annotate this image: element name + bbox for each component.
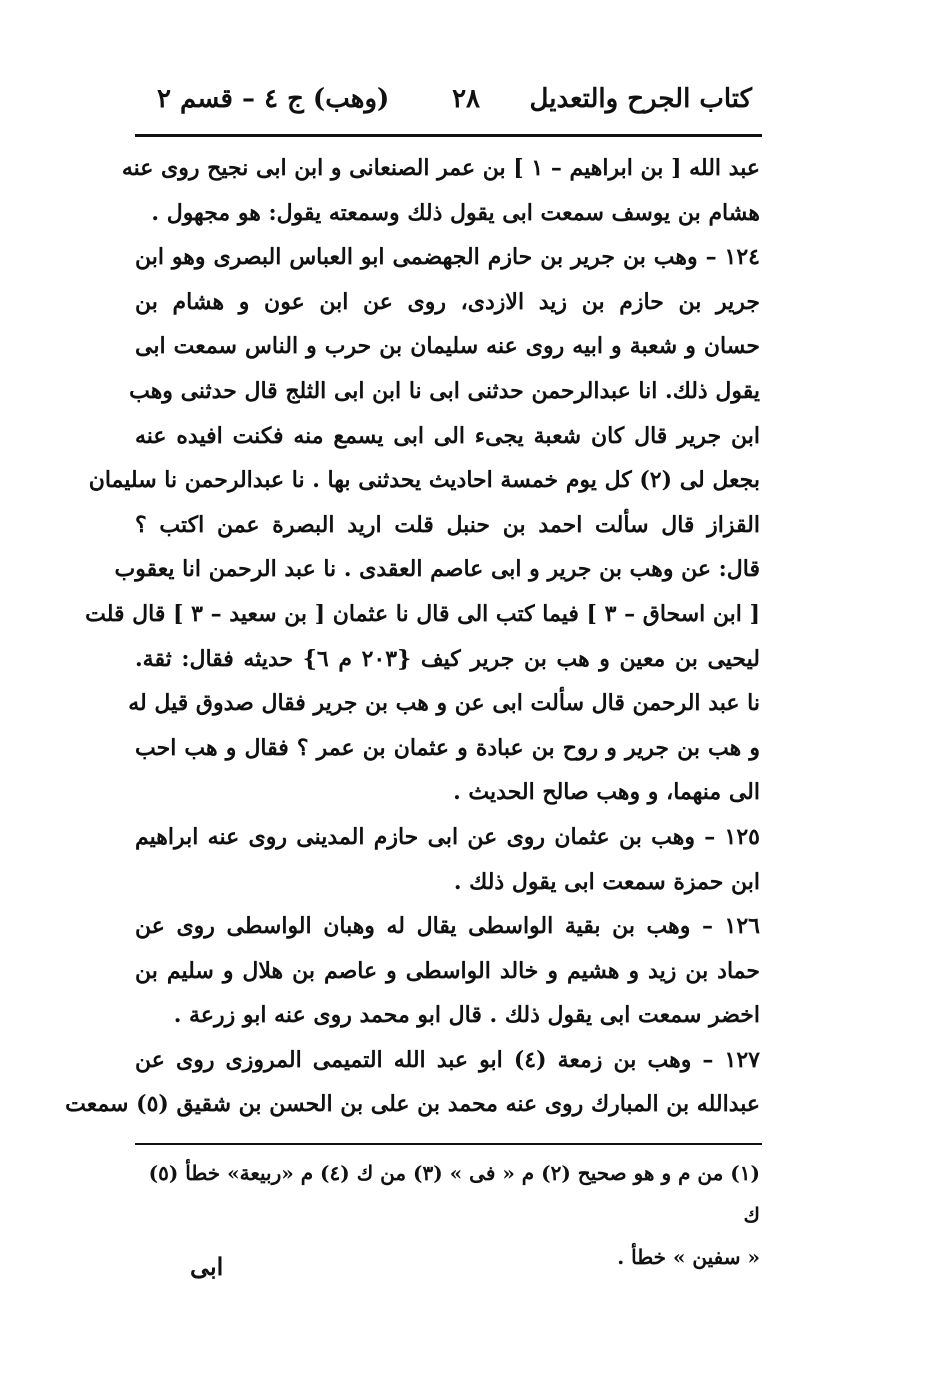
text-line: ١٢٥ – وهب بن عثمان روى عن ابى حازم المدينى روى عنه ابراهيم — [135, 823, 760, 850]
book-title: كتاب الجرح والتعديل — [529, 84, 752, 114]
text-line: جرير بن حازم بن زيد الازدى، روى عن ابن عون و هشام بن — [135, 288, 760, 315]
text-line: قال: عن وهب بن جرير و ابى عاصم العقدى . نا عبد الرحمن انا يعقوب — [114, 556, 760, 583]
text-line: و هب بن جرير و روح بن عبادة و عثمان بن عمر ؟ فقال و هب احب — [135, 734, 760, 761]
text-line: ابن حمزة سمعت ابى يقول ذلك . — [453, 868, 760, 895]
footnote-rule — [135, 1143, 762, 1145]
catchword: ابى — [190, 1252, 224, 1281]
text-line: نا عبد الرحمن قال سألت ابى عن و هب بن جرير فقال صدوق قيل له — [128, 690, 760, 717]
text-line: اخضر سمعت ابى يقول ذلك . قال ابو محمد روى عنه ابو زرعة . — [173, 1002, 760, 1029]
text-line: ١٢٤ – وهب بن جرير بن حازم الجهضمى ابو العباس البصرى وهو ابن — [135, 244, 760, 271]
text-line: القزاز قال سألت احمد بن حنبل قلت اريد البصرة عمن اكتب ؟ — [135, 511, 760, 538]
footnote-line: « سفين » خطأ . — [617, 1245, 760, 1269]
text-line: عبد الله [ بن ابراهيم – ١ ] بن عمر الصنعانى و ابن ابى نجيح روى عنه — [121, 155, 760, 181]
footnotes — [135, 1152, 760, 1278]
header-rule — [135, 134, 762, 137]
text-line: حسان و شعبة و ابيه روى عنه سليمان بن حرب و الناس سمعت ابى — [135, 333, 760, 360]
section-label: (وهب) ج ٤ – قسم ٢ — [157, 84, 390, 114]
text-line: عبدالله بن المبارك روى عنه محمد بن على بن الحسن بن شقيق (٥) سمعت — [65, 1091, 760, 1118]
text-line: يقول ذلك. انا عبدالرحمن حدثنى ابى نا ابن ابى الثلج قال حدثنى وهب — [129, 377, 760, 404]
footnote-line: (١) من م و هو صحيح (٢) م « فى » (٣) من ك (٤) م «ربيعة» خطأ (٥) ك — [148, 1161, 760, 1227]
text-line: بجعل لى (٢) كل يوم خمسة احاديث يحدثنى بها . نا عبدالرحمن نا سليمان — [88, 467, 760, 494]
text-line: ابن جرير قال كان شعبة يجىء الى ابى يسمع منه فكنت افيده عنه — [135, 422, 760, 449]
text-line: حماد بن زيد و هشيم و خالد الواسطى و عاصم بن هلال و سليم بن — [135, 957, 760, 984]
running-header — [135, 80, 760, 130]
page-number: ٢٨ — [452, 84, 480, 114]
text-line: ١٢٧ – وهب بن زمعة (٤) ابو عبد الله التميمى المروزى روى عن — [135, 1046, 760, 1073]
text-line: هشام بن يوسف سمعت ابى يقول ذلك وسمعته يقول: هو مجهول . — [151, 199, 760, 226]
text-line: الى منهما، و وهب صالح الحديث . — [453, 779, 760, 806]
text-line: ١٢٦ – وهب بن بقية الواسطى يقال له وهبان الواسطى روى عن — [135, 913, 760, 940]
body-text — [65, 146, 760, 1127]
text-line: [ ابن اسحاق – ٣ ] فيما كتب الى قال نا عثمان [ بن سعيد – ٣ ] قال قلت — [85, 600, 760, 627]
text-line: ليحيى بن معين و هب بن جرير كيف {٢٠٣ م ٦} حديثه فقال: ثقة. — [135, 645, 760, 672]
